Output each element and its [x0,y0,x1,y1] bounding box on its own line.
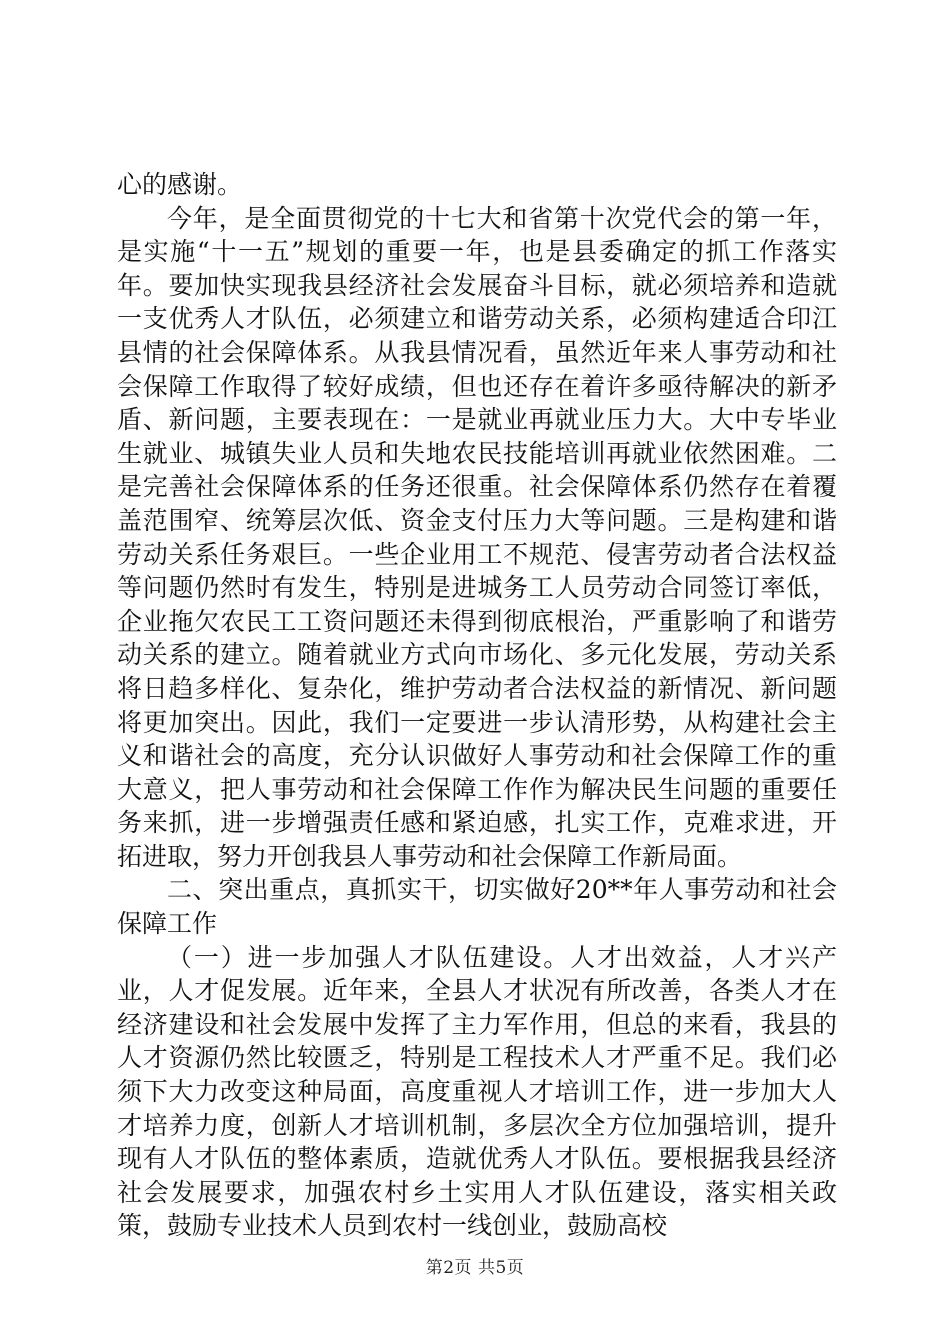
paragraph-situation: 今年，是全面贯彻党的十七大和省第十次党代会的第一年，是实施“十一五”规划的重要一年，也是县委确定的抓工作落实年。要加快实现我县经济社会发展奋斗目标，就必须培养和造就一支优秀人才队伍，必须建立和谐劳动关系，必须构建适合印江县情的社会保障体系。从我县情况看，虽然近年来人事劳动和社会保障工作取得了较好成绩，但也还存在着许多亟待解决的新矛盾、新问题，主要表现在：一是就业再就业压力大。大中专毕业生就业、城镇失业人员和失地农民技能培训再就业依然困难。二是完善社会保障体系的任务还很重。社会保障体系仍然存在着覆盖范围窄、统筹层次低、资金支付压力大等问题。三是构建和谐劳动关系任务艰巨。一些企业用工不规范、侵害劳动者合法权益等问题仍然时有发生，特别是进城务工人员劳动合同签订率低，企业拖欠农民工工资问题还未得到彻底根治，严重影响了和谐劳动关系的建立。随着就业方式向市场化、多元化发展，劳动关系将日趋多样化、复杂化，维护劳动者合法权益的新情况、新问题将更加突出。因此，我们一定要进一步认清形势，从构建社会主义和谐社会的高度，充分认识做好人事劳动和社会保障工作的重大意义，把人事劳动和社会保障工作作为解决民生问题的重要任务来抓，进一步增强责任感和紧迫感，扎实工作，克难求进，开拓进取，努力开创我县人事劳动和社会保障工作新局面。 [117,203,837,871]
section-heading-two: 二、突出重点，真抓实干，切实做好20**年人事劳动和社会保障工作 [117,875,837,939]
page-number-footer: 第2页 共5页 [425,1258,525,1278]
paragraph-continuation: 心的感谢。 [117,170,243,199]
document-body [117,168,837,1243]
paragraph-talent-team: （一）进一步加强人才队伍建设。人才出效益，人才兴产业，人才促发展。近年来，全县人才状况有所改善，各类人才在经济建设和社会发展中发挥了主力军作用，但总的来看，我县的人才资源仍然比较匮乏，特别是工程技术人才严重不足。我们必须下大力改变这种局面，高度重视人才培训工作，进一步加大人才培养力度，创新人才培训机制，多层次全方位加强培训，提升现有人才队伍的整体素质，造就优秀人才队伍。要根据我县经济社会发展要求，加强农村乡土实用人才队伍建设，落实相关政策，鼓励专业技术人员到农村一线创业，鼓励高校 [117,942,837,1241]
